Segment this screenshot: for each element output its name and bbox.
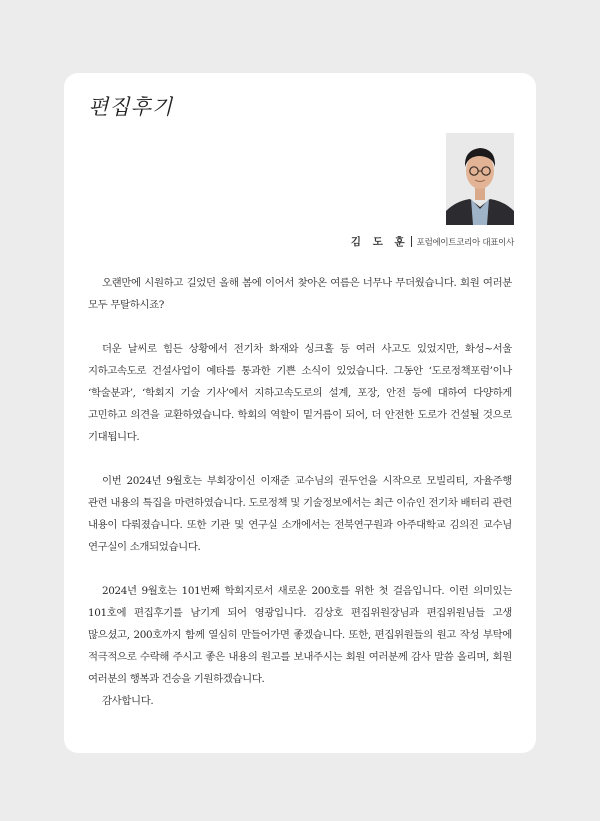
body-paragraph: 더운 날씨로 힘든 상황에서 전기차 화재와 싱크홀 등 여러 사고도 있었지만, 화성~서울 지하고속도로 건설사업이 예타를 통과한 기쁜 소식이 있었습니다. 그동안 ‘도로정책포럼’이나 ‘학술분과’, ‘학회지 기술 기사’에서 지하고속도로의 설계, 포장, 안전 등에 대하여 다양하게 고민하고 의견을 교환하였습니다. 학회의 역할이 밑거름이 되어, 더 안전한 도로가 건설될 것으로 기대됩니다.	[88, 343, 512, 443]
body-paragraph: 2024년 9월호는 101번째 학회지로서 새로운 200호를 위한 첫 걸음입니다. 이런 의미있는 101호에 편집후기를 남기게 되어 영광입니다. 김상호 편집위원장님과 편집위원님들 고생 많으셨고, 200호까지 함께 열심히 만들어가면 좋겠습니다. 또한, 편집위원들의 원고 작성 부탁에 적극적으로 수락해 주시고 좋은 내용의 원고를 보내주시는 회원 여러분께 감사 말씀 올리며, 회원 여러분의 행복과 건승을 기원하겠습니다.	[88, 585, 512, 685]
byline-divider	[411, 236, 412, 247]
author-affiliation: 포럼에이트코리아 대표이사	[416, 238, 514, 248]
body-paragraph: 오랜만에 시원하고 길었던 올해 봄에 이어서 찾아온 여름은 너무나 무더웠습니다. 회원 여러분 모두 무탈하시죠?	[88, 277, 512, 311]
closing-line: 감사합니다.	[102, 695, 154, 707]
author-photo	[446, 133, 514, 225]
body-paragraph: 이번 2024년 9월호는 부회장이신 이재준 교수님의 권두언을 시작으로 모빌리티, 자율주행 관련 내용의 특집을 마련하였습니다. 도로정책 및 기술정보에서는 최근 이슈인 전기차 배터리 관련 내용이 다뤄졌습니다. 또한 기관 및 연구실 소개에서는 전북연구원과 아주대학교 김의진 교수님 연구실이 소개되었습니다.	[88, 475, 512, 553]
page-title: 편집후기	[88, 95, 174, 119]
author-byline	[351, 234, 514, 249]
author-portrait-image	[446, 133, 514, 225]
author-name: 김 도 훈	[350, 236, 409, 248]
editorial-body	[88, 272, 512, 712]
editorial-card	[64, 73, 536, 753]
